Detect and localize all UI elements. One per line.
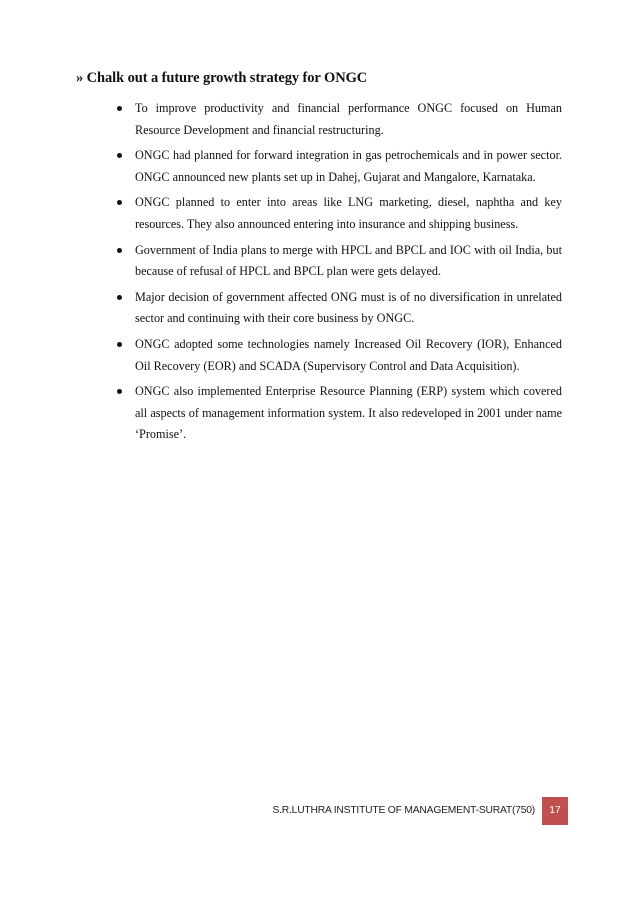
bullet-text: ONGC planned to enter into areas like LNG marketing, diesel, naphtha and key resources. They also announced entering into insurance and shipping business. xyxy=(135,195,562,231)
bullet-icon xyxy=(117,295,122,300)
bullet-icon xyxy=(117,153,122,158)
list-item xyxy=(88,192,562,235)
list-item xyxy=(88,240,562,283)
section-heading: » Chalk out a future growth strategy for ONGC xyxy=(76,70,368,86)
page-number-badge: 17 xyxy=(542,797,568,825)
list-item xyxy=(88,334,562,377)
footer-institute-text: S.R.LUTHRA INSTITUTE OF MANAGEMENT-SURAT(750) xyxy=(272,805,535,816)
bullet-icon xyxy=(117,342,122,347)
list-item xyxy=(88,145,562,188)
list-item xyxy=(88,98,562,141)
bullet-icon xyxy=(117,248,122,253)
bullet-text: Major decision of government affected ONG must is of no diversification in unrelated sector and continuing with their core business by ONGC. xyxy=(135,289,562,326)
bullet-text: To improve productivity and financial performance ONGC focused on Human Resource Development and financial restructuring. xyxy=(135,101,562,137)
bullet-text: ONGC had planned for forward integration in gas petrochemicals and in power sector. ONGC announced new plants set up in Dahej, Gujarat and Mangalore, Karnataka. xyxy=(135,148,562,184)
page-footer xyxy=(0,797,638,825)
list-item xyxy=(88,287,562,330)
strategy-bullet-list xyxy=(88,98,562,450)
bullet-icon xyxy=(117,389,122,394)
bullet-icon xyxy=(117,106,122,111)
bullet-text: ONGC also implemented Enterprise Resource Planning (ERP) system which covered all aspects of management information system. It also redeveloped in 2001 under name ‘Promise’. xyxy=(135,384,562,442)
list-item xyxy=(88,381,562,446)
bullet-icon xyxy=(117,200,122,205)
bullet-text: ONGC adopted some technologies namely Increased Oil Recovery (IOR), Enhanced Oil Recovery (EOR) and SCADA (Supervisory Control and Data Acquisition). xyxy=(135,336,562,373)
bullet-text: Government of India plans to merge with HPCL and BPCL and IOC with oil India, but because of refusal of HPCL and BPCL plan were gets delayed. xyxy=(135,242,562,279)
